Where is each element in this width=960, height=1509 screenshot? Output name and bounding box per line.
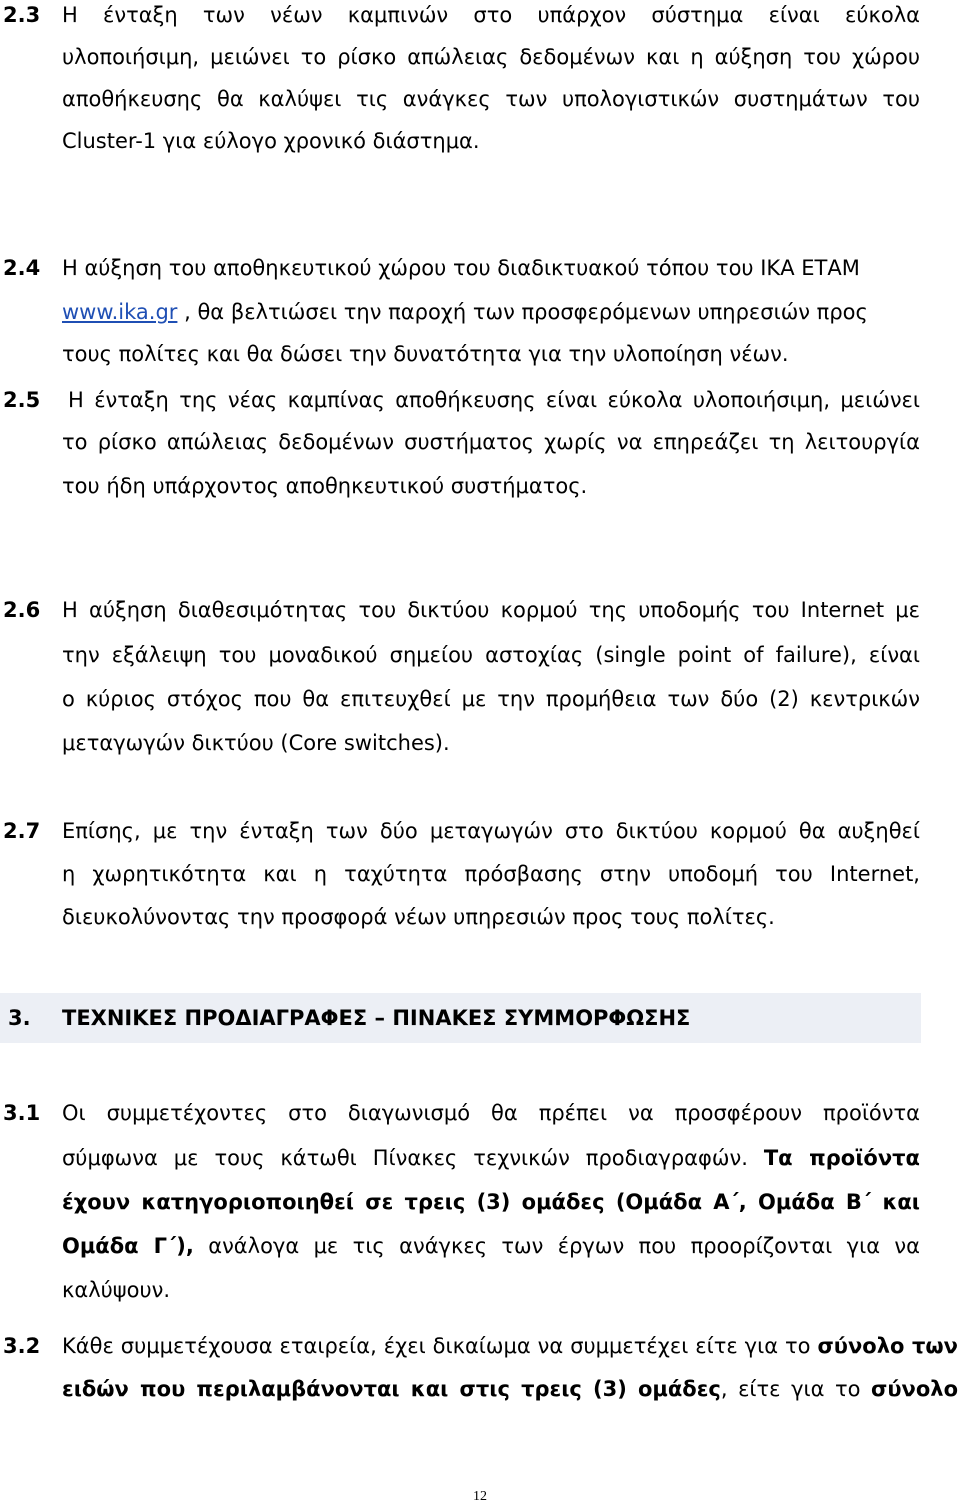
paragraph-line: την εξάλειψη του μοναδικού σημείου αστοχίας (single point of failure), είναι: [62, 643, 920, 667]
paragraph-line: Cluster-1 για εύλογο χρονικό διάστημα.: [62, 129, 480, 153]
section-number: 2.7: [3, 819, 41, 843]
paragraph-line: το ρίσκο απώλειας δεδομένων συστήματος χωρίς να επηρεάζει τη λειτουργία: [62, 430, 920, 454]
section-number: 3.1: [3, 1101, 41, 1125]
paragraph-line: τους πολίτες και θα δώσει την δυνατότητα για την υλοποίηση νέων.: [62, 342, 789, 366]
paragraph-line: [62, 1374, 958, 1404]
paragraph-text: σύμφωνα με τους κάτωθι Πίνακες τεχνικών προδιαγραφών.: [62, 1146, 764, 1170]
website-link[interactable]: www.ika.gr: [62, 300, 178, 324]
section-number: 2.5: [3, 388, 41, 412]
paragraph-line: Η αύξηση διαθεσιμότητας του δικτύου κορμού της υποδομής του Internet με: [62, 598, 920, 622]
paragraph-line: [62, 1231, 920, 1261]
paragraph-line: Η ένταξη των νέων καμπινών στο υπάρχον σύστημα είναι εύκολα: [62, 3, 920, 27]
section-number: 2.3: [3, 3, 41, 27]
paragraph-text: ανάλογα με τις ανάγκες των έργων που προορίζονται για να: [193, 1234, 921, 1258]
bold-text: Τα προϊόντα: [763, 1146, 920, 1170]
paragraph-line: Η ένταξη της νέας καμπίνας αποθήκευσης είναι εύκολα υλοποιήσιμη, μειώνει: [68, 388, 920, 412]
paragraph-line: υλοποιήσιμη, μειώνει το ρίσκο απώλειας δεδομένων και η αύξηση του χώρου: [62, 45, 920, 69]
paragraph-line: διευκολύνοντας την προσφορά νέων υπηρεσιών προς τους πολίτες.: [62, 905, 775, 929]
paragraph-line: καλύψουν.: [62, 1278, 171, 1302]
section-heading: ΤΕΧΝΙΚΕΣ ΠΡΟΔΙΑΓΡΑΦΕΣ – ΠΙΝΑΚΕΣ ΣΥΜΜΟΡΦΩΣΗΣ: [62, 1006, 691, 1030]
section-number: 3.2: [3, 1334, 41, 1358]
paragraph-line: αποθήκευσης θα καλύψει τις ανάγκες των υπολογιστικών συστημάτων του: [62, 87, 920, 111]
heading-number: 3.: [8, 1006, 31, 1030]
bold-text: σύνολο των: [817, 1334, 958, 1358]
paragraph-text: Κάθε συμμετέχουσα εταιρεία, έχει δικαίωμα να συμμετέχει είτε για το: [62, 1334, 818, 1358]
paragraph-text: , θα βελτιώσει την παροχή των προσφερόμενων υπηρεσιών προς: [177, 300, 868, 324]
paragraph-text: , είτε για το: [720, 1377, 872, 1401]
paragraph-line: Επίσης, με την ένταξη των δύο μεταγωγών στο δικτύου κορμού θα αυξηθεί: [62, 819, 920, 843]
bold-text: ειδών που περιλαμβάνονται και στις τρεις (3) ομάδες: [62, 1377, 721, 1401]
bold-text: σύνολο: [871, 1377, 958, 1401]
section-number: 2.6: [3, 598, 41, 622]
section-number: 2.4: [3, 256, 41, 280]
paragraph-line-bold: έχουν κατηγοριοποιηθεί σε τρεις (3) ομάδες (Ομάδα Α΄, Ομάδα Β΄ και: [62, 1190, 920, 1214]
bold-text: Ομάδα Γ΄),: [62, 1234, 194, 1258]
paragraph-line: [62, 297, 920, 327]
paragraph-line: Οι συμμετέχοντες στο διαγωνισμό θα πρέπει να προσφέρουν προϊόντα: [62, 1101, 920, 1125]
page-number: 12: [473, 1489, 487, 1504]
paragraph-line: του ήδη υπάρχοντος αποθηκευτικού συστήματος.: [62, 474, 588, 498]
paragraph-line: ο κύριος στόχος που θα επιτευχθεί με την προμήθεια των δύο (2) κεντρικών: [62, 687, 920, 711]
paragraph-line: η χωρητικότητα και η ταχύτητα πρόσβασης στην υποδομή του Internet,: [62, 862, 920, 886]
paragraph-line: Η αύξηση του αποθηκευτικού χώρου του διαδικτυακού τόπου του ΙΚΑ ΕΤΑΜ: [62, 256, 860, 280]
paragraph-line: [62, 1143, 920, 1173]
paragraph-line: [62, 1331, 958, 1361]
paragraph-line: μεταγωγών δικτύου (Core switches).: [62, 731, 450, 755]
